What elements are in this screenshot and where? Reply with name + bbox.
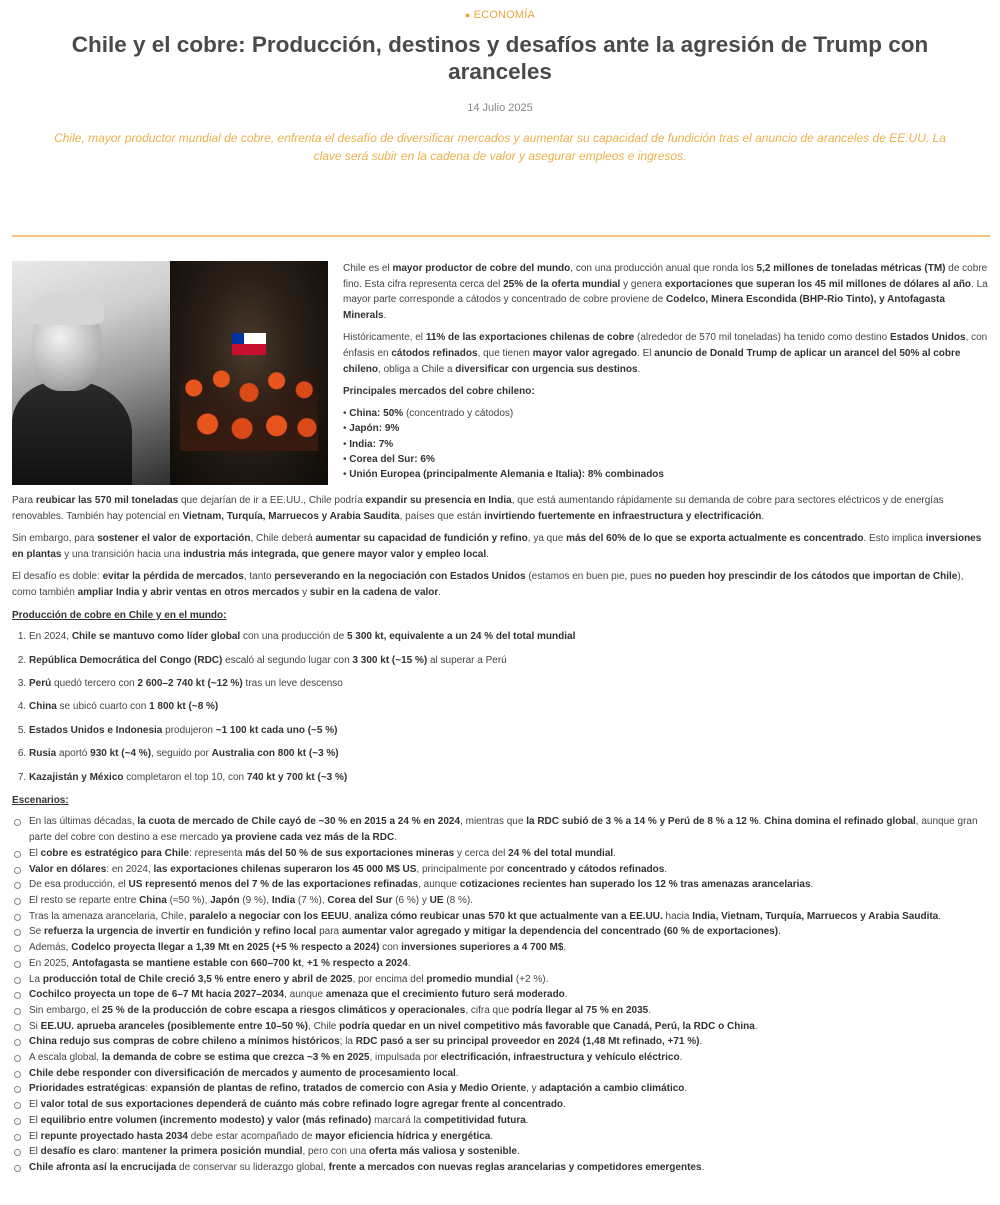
scenario-item: El cobre es estratégico para Chile: representa más del 50 % de sus exportaciones mineras y cerca del 24 % del total mundial. (12, 846, 988, 862)
scenario-item: Cochilco proyecta un tope de 6–7 Mt hacia 2027–2034, aunque amenaza que el crecimiento futuro será moderado. (12, 987, 988, 1003)
body-paragraphs (12, 493, 988, 601)
production-item: 2. República Democrática del Congo (RDC) escaló al segundo lugar con 3 300 kt (~15 %) al superar a Perú (29, 653, 988, 669)
divider (12, 235, 990, 237)
scenario-item: El equilibrio entre volumen (incremento modesto) y valor (más refinado) marcará la competitividad futura. (12, 1113, 988, 1129)
production-list (29, 629, 988, 785)
market-item: • India: 7% (343, 438, 394, 450)
scenario-item: Chile debe responder con diversificación de mercados y aumento de procesamiento local. (12, 1066, 988, 1082)
scenario-item: Sin embargo, el 25 % de la producción de cobre escapa a riesgos climáticos y operacionales, cifra que podría llegar al 75 % en 2035. (12, 1003, 988, 1019)
hero-photo-miners (170, 261, 328, 485)
hero-photo-politician (12, 261, 170, 485)
scenario-item: Si EE.UU. aprueba aranceles (posiblemente entre 10–50 %), Chile podría quedar en un nivel competitivo más favorable que Canadá, Perú, la RDC o China. (12, 1019, 988, 1035)
scenarios-list (12, 814, 988, 1175)
publish-date: 14 Julio 2025 (467, 102, 533, 114)
market-item: • Unión Europea (principalmente Alemania e Italia): 8% combinados (343, 469, 664, 481)
category-label[interactable]: ECONOMÍA (473, 9, 536, 21)
scenarios-heading: Escenarios: (12, 794, 69, 806)
scenario-item: El repunte proyectado hasta 2034 debe estar acompañado de mayor eficiencia hídrica y energética. (12, 1129, 988, 1145)
scenario-item: A escala global, la demanda de cobre se estima que crezca ~3 % en 2025, impulsada por electrificación, infraestructura y vehículo eléctrico. (12, 1050, 988, 1066)
scenario-item: Prioridades estratégicas: expansión de plantas de refino, tratados de comercio con Asia y Medio Oriente, y adaptación a cambio climático. (12, 1081, 988, 1097)
hero-image (12, 261, 328, 485)
scenario-item: Se refuerza la urgencia de invertir en fundición y refino local para aumentar valor agregado y mitigar la dependencia del concentrado (60 % de exportaciones). (12, 924, 988, 940)
scenario-item: En las últimas décadas, la cuota de mercado de Chile cayó de ~30 % en 2015 a 24 % en 2024, mientras que la RDC subió de 3 % a 14 % y Perú de 8 % a 12 %. China domina el refinado global, aunque gran parte del cobre con destino a ese mercado ya proviene cada vez más de la RDC. (12, 814, 988, 845)
production-heading: Producción de cobre en Chile y en el mundo: (12, 609, 227, 621)
paragraph: Históricamente, el 11% de las exportaciones chilenas de cobre (alrededor de 570 mil toneladas) ha tenido como destino Estados Unidos, con énfasis en cátodos refinados, que tienen mayor valor agregado. El anuncio de Donald Trump de aplicar un arancel del 50% al cobre chileno, obliga a Chile a diversificar con urgencia sus destinos. (343, 332, 988, 375)
market-item: • Corea del Sur: 6% (343, 453, 435, 465)
category-tag[interactable] (0, 9, 1000, 21)
scenario-item: Valor en dólares: en 2024, las exportaciones chilenas superaron los 45 000 M$ US, principalmente por concentrado y cátodos refinados. (12, 862, 988, 878)
article-title: Chile y el cobre: Producción, destinos y desafíos ante la agresión de Trump con aranceles (71, 32, 929, 84)
article-lead: Chile, mayor productor mundial de cobre, enfrenta el desafío de diversificar mercados y aumentar su capacidad de fundición tras el anuncio de aranceles de EE.UU. La clave será subir en la cadena de valor y asegurar empleos e ingresos. (54, 131, 946, 163)
production-item: 4. China se ubicó cuarto con 1 800 kt (~8 %) (29, 699, 988, 715)
scenario-item: La producción total de Chile creció 3,5 % entre enero y abril de 2025, por encima del promedio mundial (+2 %). (12, 972, 988, 988)
scenario-item: De esa producción, el US representó menos del 7 % de las exportaciones refinadas, aunque cotizaciones recientes han superado los 12 % tras amenazas arancelarias. (12, 877, 988, 893)
production-item: 5. Estados Unidos e Indonesia produjeron ~1 100 kt cada uno (~5 %) (29, 723, 988, 739)
production-item: 6. Rusia aportó 930 kt (~4 %), seguido por Australia con 800 kt (~3 %) (29, 746, 988, 762)
scenario-item: El resto se reparte entre China (≈50 %), Japón (9 %), India (7 %), Corea del Sur (6 %) y UE (8 %). (12, 893, 988, 909)
scenario-item: En 2025, Antofagasta se mantiene estable con 660–700 kt, +1 % respecto a 2024. (12, 956, 988, 972)
market-item: • Japón: 9% (343, 423, 400, 435)
production-item: 1. En 2024, Chile se mantuvo como líder global con una producción de 5 300 kt, equivalente a un 24 % del total mundial (29, 629, 988, 645)
paragraph: Chile es el mayor productor de cobre del mundo, con una producción anual que ronda los 5,2 millones de toneladas métricas (TM) de cobre fino. Esta cifra representa cerca del 25% de la oferta mundial y genera exportaciones que superan los 45 mil millones de dólares al año. La mayor parte corresponde a cátodos y concentrado de cobre proviene de Codelco, Minera Escondida (BHP-Rio Tinto), y Antofagasta Minerals. (343, 263, 988, 321)
paragraph: El desafío es doble: evitar la pérdida de mercados, tanto perseverando en la negociación con Estados Unidos (estamos en buen pie, pues no pueden hoy prescindir de los cátodos que importan de Chile), como también ampliar India y abrir ventas en otros mercados y subir en la cadena de valor. (12, 571, 964, 598)
chile-flag-icon (232, 333, 266, 355)
scenario-item: China redujo sus compras de cobre chileno a mínimos históricos; la RDC pasó a ser su principal proveedor en 2024 (1,48 Mt refinado, +71 %). (12, 1034, 988, 1050)
production-item: 3. Perú quedó tercero con 2 600–2 740 kt (~12 %) tras un leve descenso (29, 676, 988, 692)
scenario-item: El desafío es claro: mantener la primera posición mundial, pero con una oferta más valiosa y sostenible. (12, 1144, 988, 1160)
markets-heading: Principales mercados del cobre chileno: (343, 386, 535, 398)
scenario-item: Tras la amenaza arancelaria, Chile, paralelo a negociar con los EEUU, analiza cómo reubicar unas 570 kt que actualmente van a EE.UU. hacia India, Vietnam, Turquía, Marruecos y Arabia Saudita. (12, 909, 988, 925)
paragraph: Sin embargo, para sostener el valor de exportación, Chile deberá aumentar su capacidad de fundición y refino, ya que más del 60% de lo que se exporta actualmente es concentrado. Esto implica inversiones en plantas y una transición hacia una industria más integrada, que genere mayor valor y empleo local. (12, 533, 982, 560)
paragraph: Para reubicar las 570 mil toneladas que dejarían de ir a EE.UU., Chile podría expandir su presencia en India, que está aumentando rápidamente su demanda de cobre para sectores eléctricos y de energías renovables. También hay potencial en Vietnam, Turquía, Marruecos y Arabia Saudita, países que están invirtiendo fuertemente en infraestructura y electrificación. (12, 495, 944, 522)
article-body (12, 261, 988, 1176)
scenario-item: El valor total de sus exportaciones dependerá de cuánto más cobre refinado logre agregar frente al concentrado. (12, 1097, 988, 1113)
scenario-item: Además, Codelco proyecta llegar a 1,39 Mt en 2025 (+5 % respecto a 2024) con inversiones superiores a 4 700 M$. (12, 940, 988, 956)
market-item: • China: 50% (concentrado y cátodos) (343, 407, 514, 419)
production-item: 7. Kazajistán y México completaron el top 10, con 740 kt y 700 kt (~3 %) (29, 770, 988, 786)
bullet-dot-icon: ● (464, 10, 471, 20)
scenario-item: Chile afronta así la encrucijada de conservar su liderazgo global, frente a mercados con nuevas reglas arancelarias y competidores emergentes. (12, 1160, 988, 1176)
